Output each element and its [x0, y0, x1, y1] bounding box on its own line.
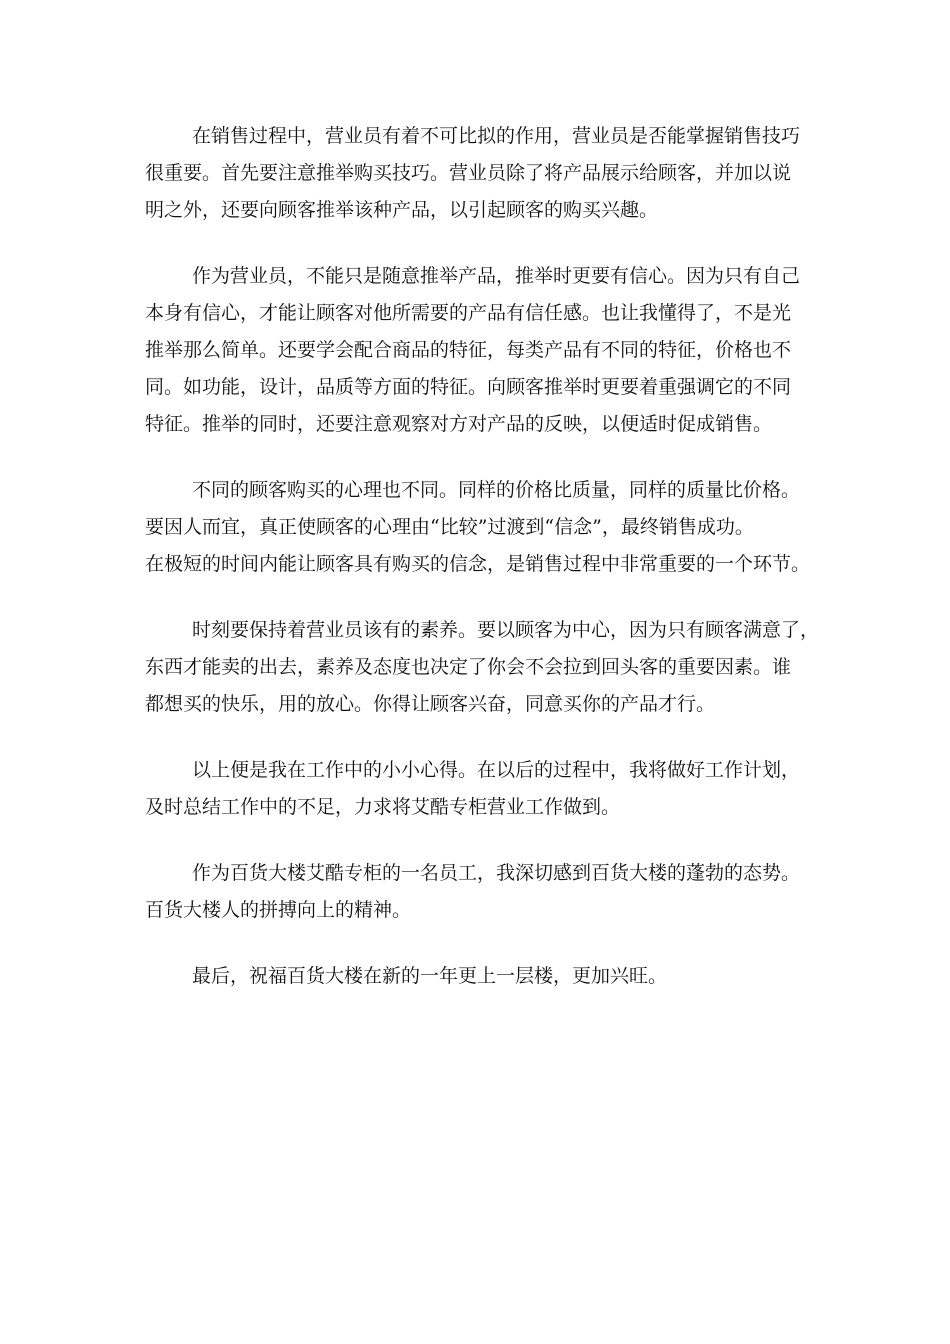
- text-line: 特征。推举的同时，还要注意观察对方对产品的反映，以便适时促成销售。: [145, 413, 773, 435]
- text-line: 作为百货大楼艾酷专柜的一名员工，我深切感到百货大楼的蓬勃的态势。: [192, 862, 801, 884]
- paragraph-2: [145, 258, 815, 443]
- text-line: 推举那么简单。还要学会配合商品的特征，每类产品有不同的特征，价格也不: [145, 339, 792, 361]
- text-line: 同。如功能，设计，品质等方面的特征。向顾客推举时更要着重强调它的不同: [145, 376, 792, 398]
- text-line: 都想买的快乐，用的放心。你得让顾客兴奋，同意买你的产品才行。: [145, 693, 716, 715]
- text-line: 本身有信心，才能让顾客对他所需要的产品有信任感。也让我懂得了，不是光: [145, 302, 792, 324]
- text-line: 百货大楼人的拼搏向上的精神。: [145, 899, 412, 921]
- text-line: 明之外，还要向顾客推举该种产品，以引起顾客的购买兴趣。: [145, 199, 659, 221]
- paragraph-1: [145, 118, 815, 229]
- text-line: 东西才能卖的出去，素养及态度也决定了你会不会拉到回头客的重要因素。谁: [145, 656, 792, 678]
- text-line: 不同的顾客购买的心理也不同。同样的价格比质量，同样的质量比价格。: [192, 479, 801, 501]
- paragraph-6: [145, 855, 815, 929]
- text-line: 以上便是我在工作中的小小心得。在以后的过程中，我将做好工作计划，: [192, 759, 801, 781]
- paragraph-5: [145, 752, 815, 826]
- text-line: 作为营业员，不能只是随意推举产品，推举时更要有信心。因为只有自己: [192, 265, 801, 287]
- text-line: 在极短的时间内能让顾客具有购买的信念，是销售过程中非常重要的一个环节。: [145, 553, 811, 575]
- paragraph-7: [145, 958, 815, 995]
- document-body: [145, 118, 820, 1024]
- text-line: 很重要。首先要注意推举购买技巧。营业员除了将产品展示给顾客，并加以说: [145, 162, 792, 184]
- text-line: 在销售过程中，营业员有着不可比拟的作用，营业员是否能掌握销售技巧: [192, 125, 801, 147]
- text-line: 时刻要保持着营业员该有的素养。要以顾客为中心，因为只有顾客满意了，: [192, 619, 820, 641]
- paragraph-3: [145, 472, 815, 583]
- paragraph-4: [145, 612, 820, 723]
- text-line: 及时总结工作中的不足，力求将艾酷专柜营业工作做到。: [145, 796, 621, 818]
- text-line: 最后，祝福百货大楼在新的一年更上一层楼，更加兴旺。: [192, 965, 668, 987]
- text-line: 要因人而宜，真正使顾客的心理由“比较”过渡到“信念”，最终销售成功。: [145, 516, 754, 538]
